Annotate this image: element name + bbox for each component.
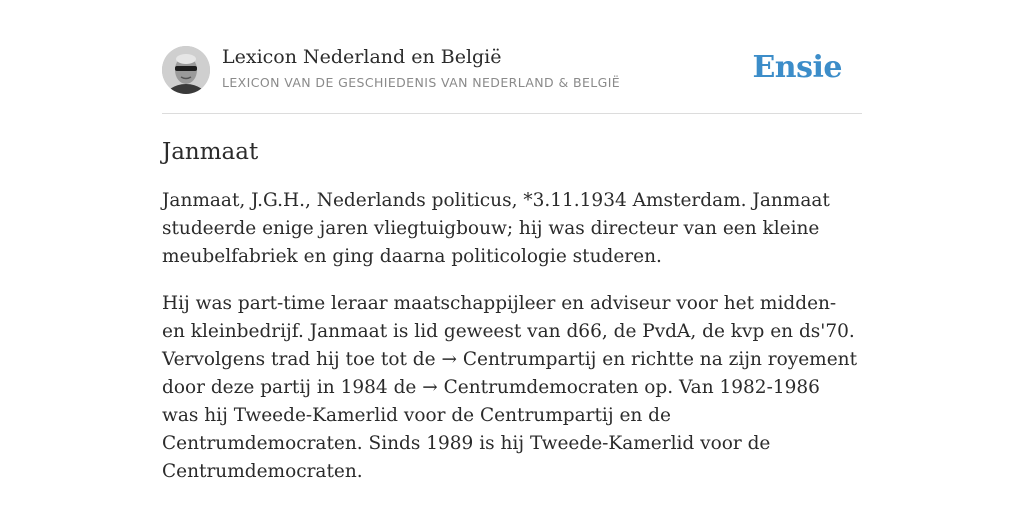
source-name[interactable]: Lexicon Nederland en België <box>222 46 502 68</box>
source-header <box>162 44 862 114</box>
article-paragraph-1: Janmaat, J.G.H., Nederlands politicus, *3.11.1934 Amsterdam. Janmaat studeerde enige jaren vliegtuigbouw; hij was directeur van een kleine meubelfabriek en ging daarna politicologie studeren. <box>162 190 830 267</box>
article-paragraph-2: Hij was part-time leraar maatschappijleer en adviseur voor het midden- en kleinbedrijf. Janmaat is lid geweest van d66, de PvdA, de kvp en ds'70. Vervolgens trad hij toe tot de → Centrumpartij en richtte na zijn royement door deze partij in 1984 de → Centrumdemocraten op. Van 1982-1986 was hij Tweede-Kamerlid voor de Centrumpartij en de Centrumdemocraten. Sinds 1989 is hij Tweede-Kamerlid voor de Centrumdemocraten. <box>162 293 858 482</box>
author-avatar[interactable] <box>162 46 210 94</box>
avatar-portrait-image <box>162 46 210 94</box>
source-subtitle: LEXICON VAN DE GESCHIEDENIS VAN NEDERLAND & BELGIË <box>222 75 621 90</box>
article-title: Janmaat <box>162 139 259 165</box>
ensie-logo[interactable]: Ensie <box>752 50 842 85</box>
article-card <box>162 44 862 486</box>
